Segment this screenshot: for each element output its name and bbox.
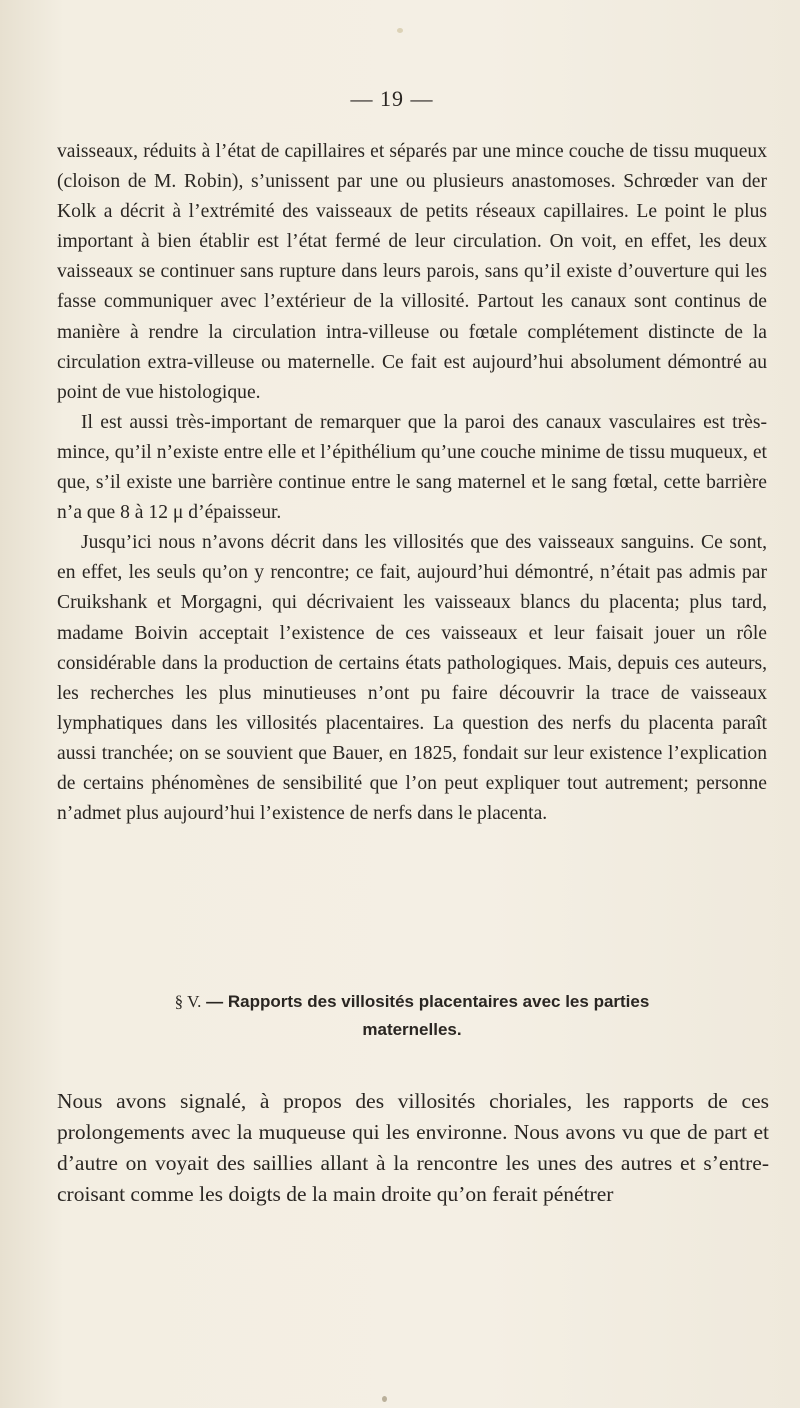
section-title-part-2: maternelles. [362, 1020, 462, 1039]
body-text-section [57, 1086, 769, 1210]
section-heading-line-1 [57, 988, 767, 1016]
section-heading [57, 988, 767, 1044]
page-number: — 19 — [350, 86, 434, 111]
paragraph: Jusqu’ici nous n’avons décrit dans les villosités que des vaisseaux sanguins. Ce sont, en effet, les seuls qu’on y rencontre; ce fait, aujourd’hui démontré, n’était pas admis par Cruikshank et Morgagni, qui décrivaient les vaisseaux blancs du placenta; plus tard, madame Boivin acceptait l’existence de ces vaisseaux et leur faisait jouer un rôle considérable dans la production de certains états pathologiques. Mais, depuis ces auteurs, les recherches les plus minutieuses n’ont pu faire découvrir la trace de vaisseaux lymphatiques dans les villosités placentaires. La question des nerfs du placenta paraît aussi tranchée; on se souvient que Bauer, en 1825, fondait sur leur existence l’explication de certains phénomènes de sensibilité que l’on peut expliquer tout autrement; personne n’admet plus aujourd’hui l’existence de nerfs dans le placenta. [57, 532, 767, 825]
paragraph: Il est aussi très-important de remarquer que la paroi des canaux vasculaires est très-mince, qu’il n’existe entre elle et l’épithélium qu’une couche minime de tissu muqueux, et que, s’il existe une barrière continue entre le sang maternel et le sang fœtal, cette barrière n’a que 8 à 12 μ d’épaisseur. [57, 411, 767, 524]
body-text [57, 137, 767, 829]
paragraph: vaisseaux, réduits à l’état de capillaires et séparés par une mince couche de tissu muqueux (cloison de M. Robin), s’unissent par une ou plusieurs anastomoses. Schrœder van der Kolk a décrit à l’extrémité des vaisseaux de petits réseaux capillaires. Le point le plus important à bien établir est l’état fermé de leur circulation. On voit, en effet, les deux vaisseaux se continuer sans rupture dans leurs parois, sans qu’il existe d’ouverture qui les fasse communiquer avec l’extérieur de la villosité. Partout les canaux sont continus de manière à rendre la circulation intra-villeuse ou fœtale complétement distincte de la circulation extra-villeuse ou maternelle. Ce fait est aujourd’hui absolument démontré au point de vue histologique. [57, 141, 767, 403]
section-title-part-1: — Rapports des villosités placentaires avec les parties [206, 992, 650, 1011]
ink-smudge-top [397, 28, 403, 33]
paragraph: Nous avons signalé, à propos des villosités choriales, les rapports de ces prolongements avec la muqueuse qui les environne. Nous avons vu que de part et d’autre on voyait des saillies allant à la rencontre les unes des autres et s’entre-croisant comme les doigts de la main droite qu’on ferait pénétrer [57, 1089, 769, 1206]
ink-smudge-bottom [382, 1396, 387, 1402]
section-mark: § V. [174, 992, 202, 1011]
